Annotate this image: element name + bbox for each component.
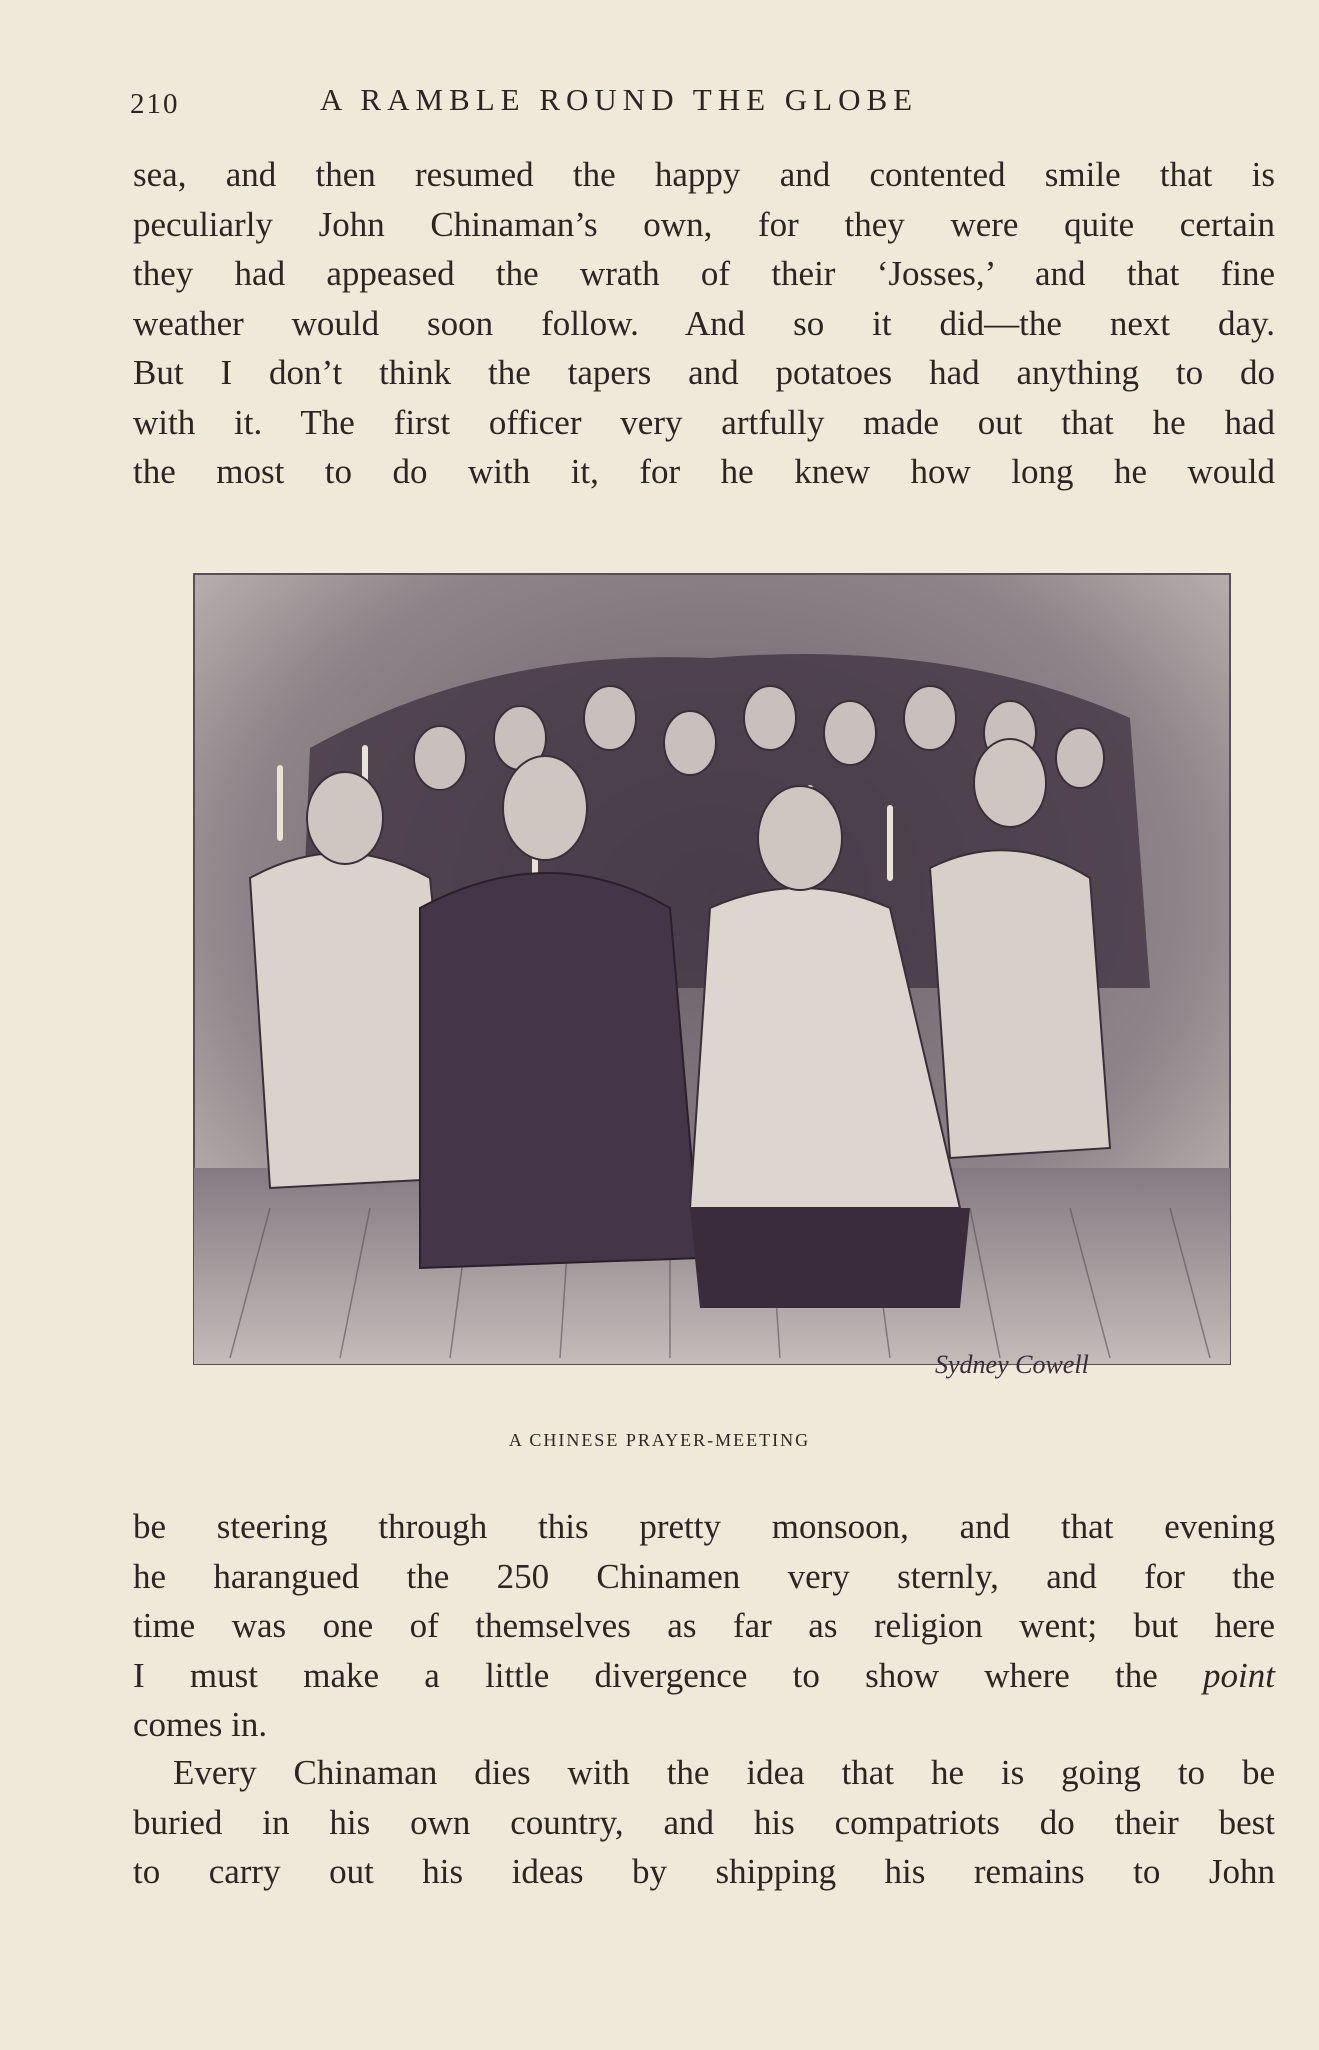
text-line: time was one of themselves as far as religion went; but here bbox=[133, 1606, 1275, 1645]
paragraph-bottom bbox=[133, 1748, 1275, 1897]
page-number: 210 bbox=[130, 88, 180, 120]
prayer-meeting-illustration bbox=[190, 568, 1238, 1376]
text-line: the most to do with it, for he knew how long he would bbox=[133, 452, 1275, 491]
text-line: But I don’t think the tapers and potatoes had anything to do bbox=[133, 353, 1275, 392]
emphasis-word: point bbox=[1203, 1655, 1275, 1695]
text-fragment: I must make a little divergence to show where the bbox=[133, 1655, 1158, 1695]
text-line: weather would soon follow. And so it did—the next day. bbox=[133, 303, 1275, 343]
running-title: A RAMBLE ROUND THE GLOBE bbox=[320, 82, 919, 117]
paragraph-middle bbox=[133, 1502, 1275, 1750]
text-line-with-emphasis bbox=[133, 1651, 1275, 1701]
text-line: he harangued the 250 Chinamen very sternly, and for the bbox=[133, 1556, 1275, 1596]
text-line: Every Chinaman dies with the idea that he is going to be bbox=[173, 1753, 1275, 1792]
paragraph-top bbox=[133, 150, 1275, 497]
text-line: be steering through this pretty monsoon, and that evening bbox=[133, 1507, 1275, 1546]
text-line: they had appeased the wrath of their ‘Josses,’ and that fine bbox=[133, 254, 1275, 293]
text-line: buried in his own country, and his compatriots do their best bbox=[133, 1802, 1275, 1842]
text-line: sea, and then resumed the happy and contented smile that is bbox=[133, 155, 1275, 194]
text-line: peculiarly John Chinaman’s own, for they were quite certain bbox=[133, 204, 1275, 244]
text-line: with it. The first officer very artfully made out that he had bbox=[133, 402, 1275, 442]
illustration-caption: A CHINESE PRAYER-MEETING bbox=[508, 1430, 811, 1450]
text-line: to carry out his ideas by shipping his remains to John bbox=[133, 1852, 1275, 1891]
text-line: comes in. bbox=[133, 1705, 268, 1744]
artist-signature: Sydney Cowell bbox=[935, 1350, 1089, 1379]
running-head bbox=[130, 82, 1230, 132]
